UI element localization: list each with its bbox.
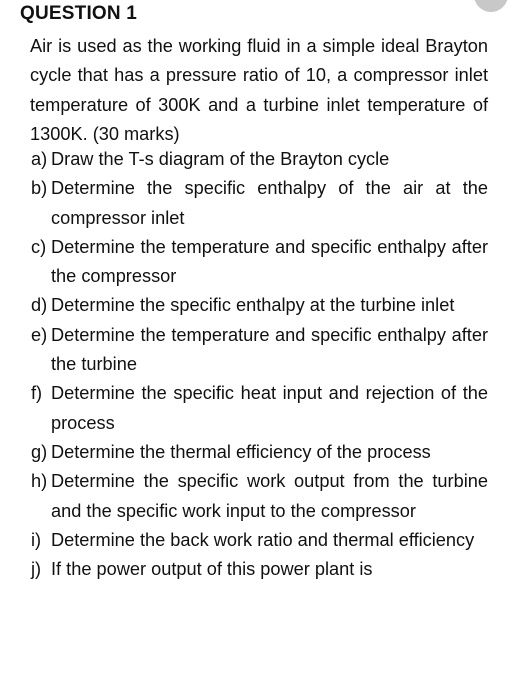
item-text: Determine the back work ratio and thermal efficiency: [51, 529, 475, 550]
question-item-i: [31, 526, 488, 555]
question-item-h: [31, 467, 488, 526]
item-letter: c): [31, 236, 47, 257]
question-heading: QUESTION 1: [20, 3, 138, 24]
item-letter: h): [31, 471, 48, 492]
item-text: Determine the specific work output from the turbine and the specific work input to the compressor: [51, 471, 488, 521]
item-text: If the power output of this power plant is: [51, 559, 373, 580]
item-letter: g): [31, 441, 48, 462]
item-letter: d): [31, 295, 48, 316]
question-items-list: [31, 145, 488, 584]
question-item-d: [31, 291, 488, 320]
item-text: Determine the temperature and specific enthalpy after the compressor: [51, 236, 488, 287]
question-item-c: [31, 233, 488, 292]
question-item-e: [31, 321, 488, 380]
item-text: Draw the T-s diagram of the Brayton cycle: [51, 149, 390, 169]
question-item-b: [31, 174, 488, 233]
item-letter: f): [31, 383, 43, 404]
item-letter: j): [31, 559, 42, 580]
item-letter: b): [31, 178, 48, 199]
corner-circle-decoration: [474, 0, 508, 12]
item-text: Determine the thermal efficiency of the process: [51, 441, 431, 462]
item-letter: e): [31, 324, 48, 345]
question-item-f: [31, 379, 488, 438]
item-text: Determine the specific enthalpy at the turbine inlet: [51, 295, 455, 316]
question-intro: Air is used as the working fluid in a simple ideal Brayton cycle that has a pressure ratio of 10, a compressor inlet temperature of 300K and a turbine inlet temperature of 1300K. (30 marks): [30, 36, 488, 144]
question-item-j: [31, 555, 488, 584]
item-letter: a): [31, 149, 48, 169]
item-text: Determine the specific enthalpy of the air at the compressor inlet: [51, 178, 488, 228]
question-item-a: [31, 145, 488, 174]
question-item-g: [31, 438, 488, 467]
item-text: Determine the specific heat input and rejection of the process: [51, 383, 488, 433]
item-letter: i): [31, 529, 42, 550]
item-text: Determine the temperature and specific enthalpy after the turbine: [51, 324, 488, 375]
